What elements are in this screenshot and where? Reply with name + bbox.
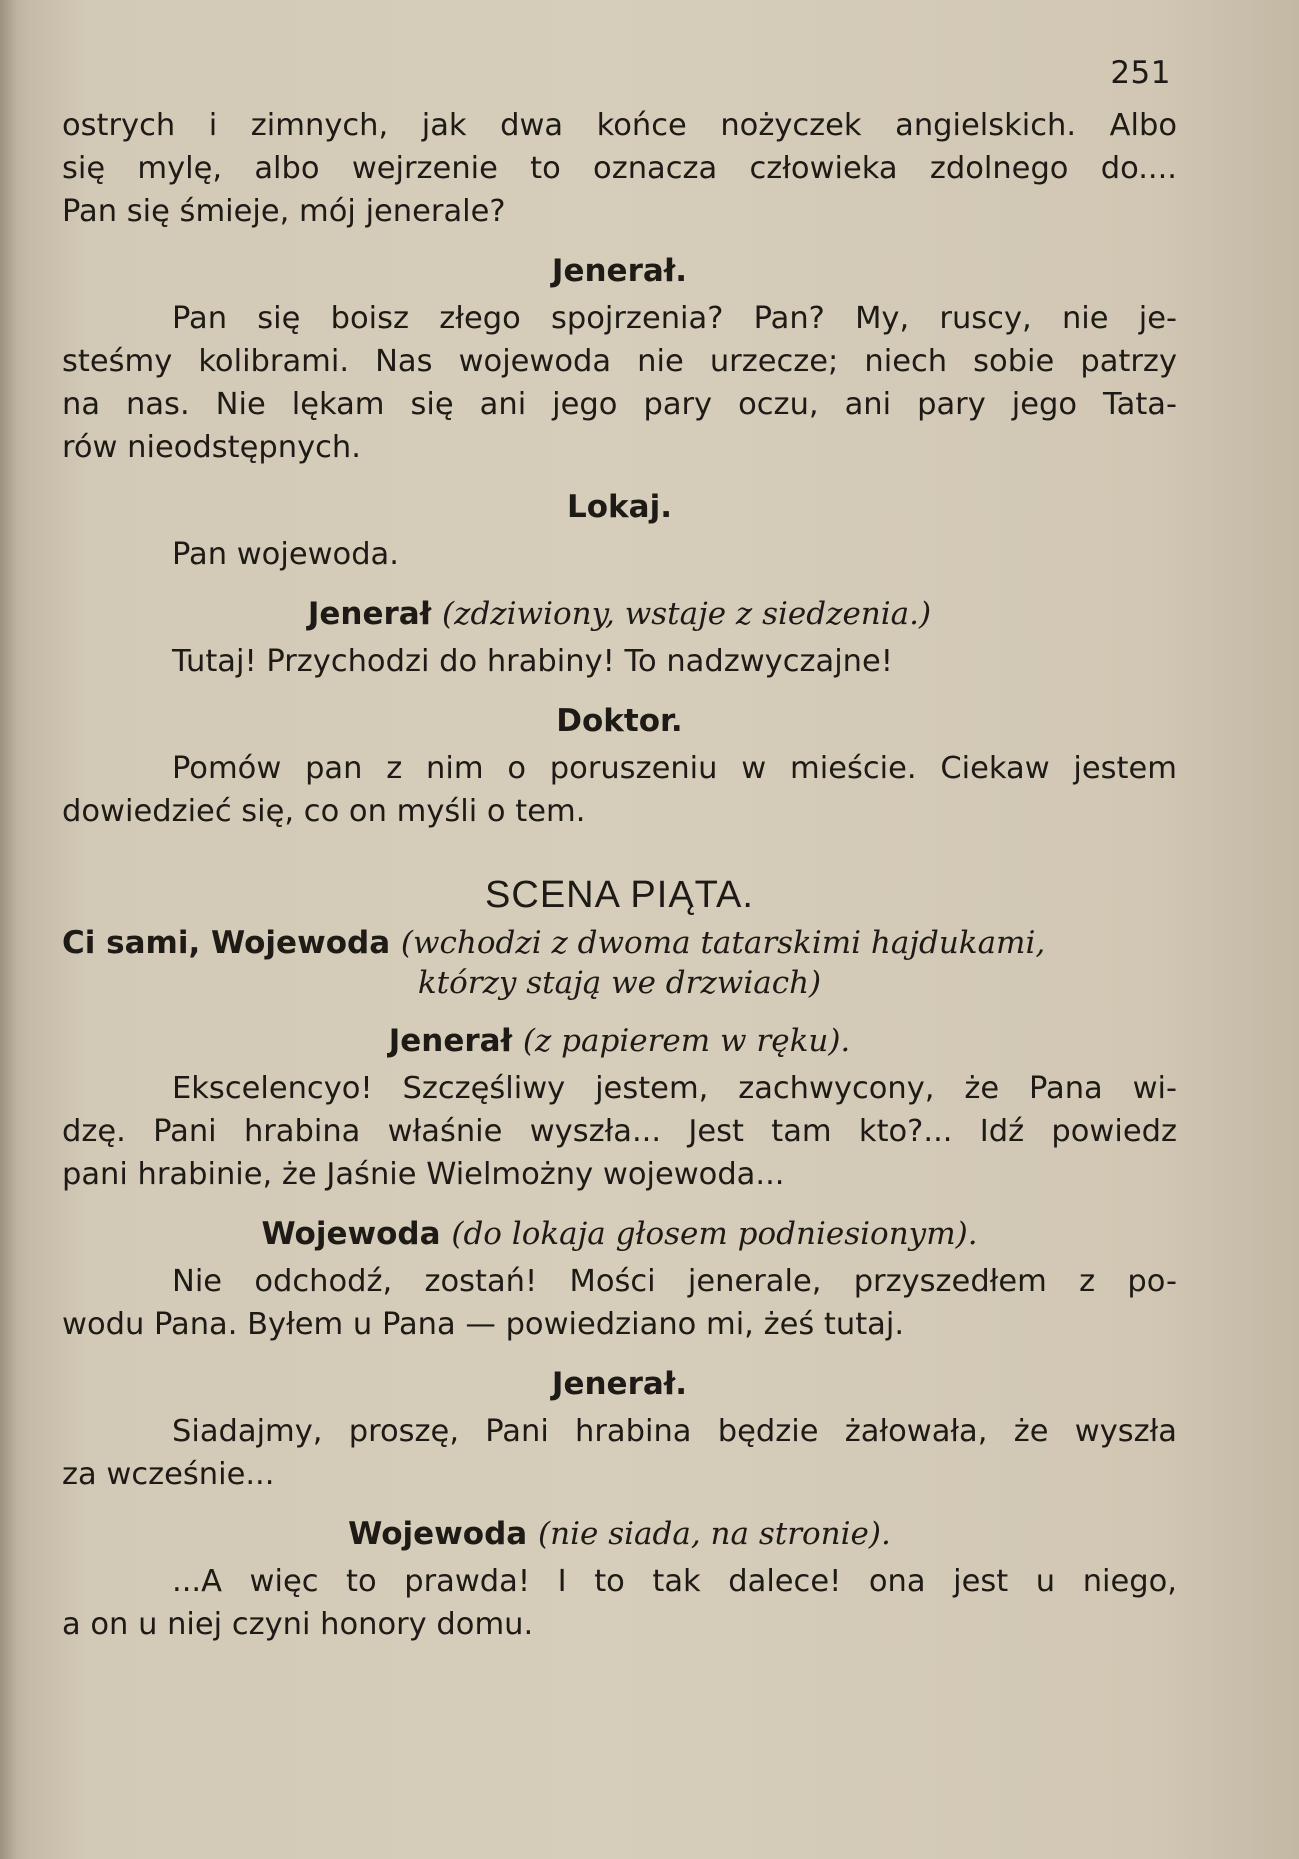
stage-direction: (zdziwiony, wstaje z siedzenia.) (442, 596, 932, 632)
text-line: ...A więc to prawda! I to tak dalece! ona jest u niego, (172, 1564, 1177, 1599)
text-line: Siadajmy, proszę, Pani hrabina będzie żałowała, że wyszła (172, 1414, 1177, 1449)
speaker-name: Doktor. (556, 703, 683, 739)
text-line: dzę. Pani hrabina właśnie wyszła... Jest tam kto?... Idź powiedz (62, 1114, 1177, 1149)
text-line: Tutaj! Przychodzi do hrabiny! To nadzwyczajne! (172, 644, 893, 679)
dialogue-paragraph (62, 297, 1177, 469)
text-line: Pan się boisz złego spojrzenia? Pan? My, ruscy, nie je- (172, 301, 1177, 336)
speaker-name: Jenerał. (551, 1366, 688, 1402)
text-line: Pan wojewoda. (172, 537, 399, 572)
page-gutter-shadow (0, 0, 16, 1859)
speaker-heading (62, 251, 1177, 291)
text-line: ostrych i zimnych, jak dwa końce nożyczek angielskich. Albo (62, 108, 1177, 143)
speaker-heading (62, 487, 1177, 527)
scene-cast-direction (62, 923, 1177, 1003)
speaker-name: Wojewoda (348, 1516, 528, 1552)
page-number: 251 (1110, 55, 1171, 91)
dialogue-paragraph (62, 640, 1177, 683)
text-line: rów nieodstępnych. (62, 430, 361, 465)
dialogue-paragraph (62, 747, 1177, 833)
text-line: a on u niej czyni honory domu. (62, 1607, 534, 1642)
stage-direction: (nie siada, na stronie). (538, 1516, 891, 1552)
speaker-heading (62, 594, 1177, 634)
stage-direction: (do lokaja głosem podniesionym). (451, 1216, 978, 1252)
speaker-name: Jenerał. (551, 253, 688, 289)
text-line: się mylę, albo wejrzenie to oznacza człowieka zdolnego do.... (62, 151, 1177, 186)
text-line: Pomów pan z nim o poruszeniu w mieście. Ciekaw jestem (172, 751, 1177, 786)
dialogue-paragraph (62, 533, 1177, 576)
stage-direction: którzy stają we drzwiach) (417, 965, 822, 1001)
speaker-heading (62, 1514, 1177, 1554)
cast-names: Ci sami, Wojewoda (62, 925, 391, 961)
stage-direction: (wchodzi z dwoma tatarskimi hajdukami, (400, 925, 1046, 961)
speaker-name: Jenerał (388, 1023, 513, 1059)
speaker-name: Jenerał (307, 596, 432, 632)
speaker-heading (62, 701, 1177, 741)
dialogue-paragraph (62, 104, 1177, 233)
speaker-heading (62, 1214, 1177, 1254)
text-line: Nie odchodź, zostań! Mości jenerale, przyszedłem z po- (172, 1264, 1177, 1299)
cast-line (62, 923, 1177, 963)
speaker-heading (62, 1364, 1177, 1404)
dialogue-paragraph (62, 1410, 1177, 1496)
text-line: steśmy kolibrami. Nas wojewoda nie urzecze; niech sobie patrzy (62, 344, 1177, 379)
scene-title: SCENA PIĄTA. (485, 874, 754, 916)
text-line: wodu Pana. Byłem u Pana — powiedziano mi, żeś tutaj. (62, 1307, 905, 1342)
stage-direction: (z papierem w ręku). (522, 1023, 851, 1059)
dialogue-paragraph (62, 1260, 1177, 1346)
page-body (62, 104, 1177, 1646)
text-line: na nas. Nie lękam się ani jego pary oczu, ani pary jego Tata- (62, 387, 1177, 422)
text-line: za wcześnie... (62, 1457, 275, 1492)
cast-line (62, 963, 1177, 1003)
dialogue-paragraph (62, 1560, 1177, 1646)
text-line: Ekscelencyo! Szczęśliwy jestem, zachwycony, że Pana wi- (172, 1071, 1177, 1106)
speaker-name: Lokaj. (567, 489, 672, 525)
text-line: Pan się śmieje, mój jenerale? (62, 194, 506, 229)
text-line: dowiedzieć się, co on myśli o tem. (62, 794, 586, 829)
dialogue-paragraph (62, 1067, 1177, 1196)
speaker-heading (62, 1021, 1177, 1061)
text-line: pani hrabinie, że Jaśnie Wielmożny wojewoda... (62, 1157, 785, 1192)
speaker-name: Wojewoda (261, 1216, 441, 1252)
